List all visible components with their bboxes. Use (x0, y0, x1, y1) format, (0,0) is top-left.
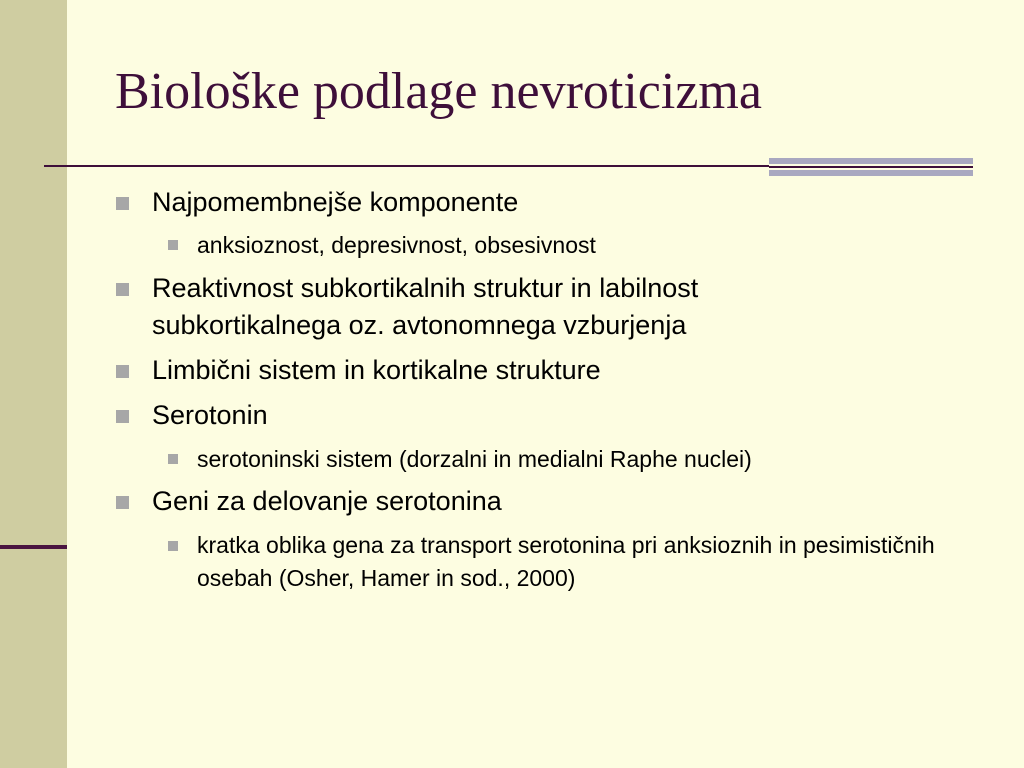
sub-bullet-square-icon (168, 454, 178, 464)
sub-bullet-text: kratka oblika gena za transport serotonina pri anksioznih in pesimističnih osebah (Osher, Hamer in sod., 2000) (197, 532, 935, 591)
sub-bullet-square-icon (168, 240, 178, 250)
bullet-square-icon (116, 410, 129, 423)
bullet-text: Najpomembnejše komponente (152, 187, 519, 217)
sub-bullet-text: anksioznost, depresivnost, obsesivnost (197, 232, 596, 258)
bullet-square-icon (116, 365, 129, 378)
bullet-square-icon (116, 197, 129, 210)
sub-bullet-text: serotoninski sistem (dorzalni in medialni Raphe nuclei) (197, 446, 752, 472)
slide-title: Biološke podlage nevroticizma (115, 63, 762, 120)
bullet-text: Serotonin (152, 400, 268, 430)
bullet-text: Geni za delovanje serotonina (152, 486, 502, 516)
bullet-text: Limbični sistem in kortikalne strukture (152, 355, 601, 385)
bullet-square-icon (116, 283, 129, 296)
bullet-text: Reaktivnost subkortikalnih struktur in labilnost subkortikalnega oz. avtonomnega vzburjenja (152, 273, 699, 340)
sub-bullet-square-icon (168, 541, 178, 551)
bullet-square-icon (116, 496, 129, 509)
